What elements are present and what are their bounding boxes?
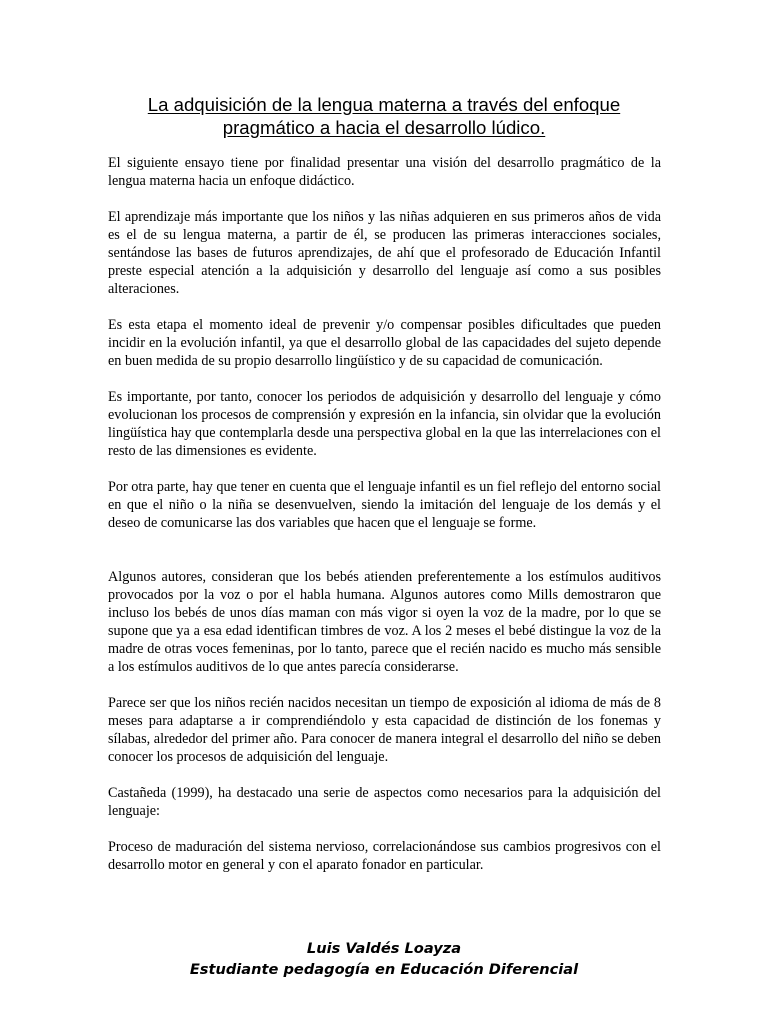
signature-block xyxy=(100,938,668,980)
paragraph-otra-parte: Por otra parte, hay que tener en cuenta que el lenguaje infantil es un fiel reflejo del entorno social en que el niño o la niña se desenvuelven, siendo la imitación del lenguaje de los demás y el deseo de comunicarse las dos variables que hacen que el lenguaje se forme. xyxy=(108,479,661,531)
author-role: Estudiante pedagogía en Educación Diferencial xyxy=(189,961,579,978)
paragraph-autores: Algunos autores, consideran que los bebés atienden preferentemente a los estímulos auditivos provocados por la voz o por el habla humana. Algunos autores como Mills demostraron que incluso los bebés de unos días maman con más vigor si oyen la voz de la madre, por lo que se supone que ya a esa edad identifican timbres de voz. A los 2 meses el bebé distingue la voz de la madre de otras voces femeninas, por lo tanto, parece que el recién nacido es mucho más sensible a los estímulos auditivos de lo que antes parecía considerarse. xyxy=(108,569,661,675)
document-title: La adquisición de la lengua materna a través del enfoque pragmático a hacia el desarrollo lúdico. xyxy=(147,94,621,138)
paragraph-maduracion: Proceso de maduración del sistema nervioso, correlacionándose sus cambios progresivos con el desarrollo motor en general y con el aparato fonador en particular. xyxy=(108,839,661,873)
paragraph-importante: Es importante, por tanto, conocer los periodos de adquisición y desarrollo del lenguaje y cómo evolucionan los procesos de comprensión y expresión en la infancia, sin olvidar que la evolución lingüística hay que contemplarla desde una perspectiva global en la que las interrelaciones con el resto de las dimensiones es evidente. xyxy=(108,389,661,459)
paragraph-intro: El siguiente ensayo tiene por finalidad presentar una visión del desarrollo pragmático de la lengua materna hacia un enfoque didáctico. xyxy=(108,155,661,189)
document-body xyxy=(108,154,661,892)
paragraph-recien-nacidos: Parece ser que los niños recién nacidos necesitan un tiempo de exposición al idioma de más de 8 meses para adaptarse a ir comprendiéndolo y esta capacidad de distinción de los fonemas y sílabas, alrededor del primer año. Para conocer de manera integral el desarrollo del niño se deben conocer los procesos de adquisición del lenguaje. xyxy=(108,695,661,765)
paragraph-etapa: Es esta etapa el momento ideal de prevenir y/o compensar posibles dificultades que pueden incidir en la evolución infantil, ya que el desarrollo global de las capacidades del sujeto depende en buen medida de su propio desarrollo lingüístico y de su capacidad de comunicación. xyxy=(108,317,661,369)
author-name: Luis Valdés Loayza xyxy=(306,940,462,957)
paragraph-aprendizaje: El aprendizaje más importante que los niños y las niñas adquieren en sus primeros años de vida es el de su lengua materna, a partir de él, se producen las primeras interacciones sociales, sentándose las bases de futuros aprendizajes, de ahí que el profesorado de Educación Infantil preste especial atención a la adquisición y desarrollo del lenguaje así como a sus posibles alteraciones. xyxy=(108,209,661,297)
paragraph-castaneda: Castañeda (1999), ha destacado una serie de aspectos como necesarios para la adquisición del lenguaje: xyxy=(108,785,661,819)
